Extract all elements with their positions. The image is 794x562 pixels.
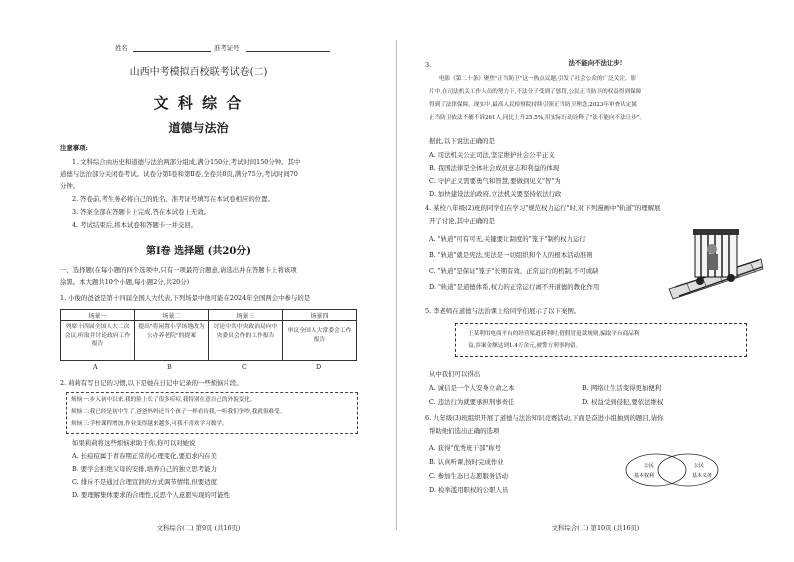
q2-option-a[interactable]: A. 长痘痘属于青春期正常的心理变化,要追求内在美: [72, 452, 217, 460]
exam-no-label: 准考证号: [214, 44, 240, 52]
q2-option-b[interactable]: B. 要学会拒绝父母的安排,培养自己的独立思考能力: [72, 465, 217, 473]
venn-label: 公民: [694, 463, 705, 469]
diary-line: 烦恼三:学校课程增加,作业变得越来越多,可我不喜欢学习数学。: [71, 421, 228, 427]
q4-option-b[interactable]: B. "轨道"就是宪法,宪法是一切组织和个人的根本活动准则: [429, 251, 593, 259]
page-footer: 文科综合(二) 第10页 (共16页): [551, 524, 640, 532]
q3-paragraph: 得到了法律保障。现实中,最高人民检察院持续引领正当防卫理念,2023年审查认定属: [429, 102, 637, 108]
q2-follow: 如果莉莉将这些烦恼求助于你,你可以对她说: [72, 439, 196, 447]
notice-line: 道德与法治部分关闭卷考试。试卷分第Ⅰ卷和第Ⅱ卷,全卷共8页,满分75分,考试时间70: [60, 170, 298, 178]
notice-line: 分钟。: [60, 182, 80, 190]
scene-header: 场景三: [236, 313, 255, 320]
q4-stem: 4. 某校八年级(2)班的同学们在学习"规范权力运行"时,对下列漫画中"轨道"的理解展: [425, 204, 661, 212]
q3-option-a[interactable]: A. 司法机关公正司法,坚定维护社会公平正义: [429, 151, 555, 159]
diary-line: 烦恼一:步入初中以来,我的脸上长了很多痘痘,我特别在意自己的外貌变化。: [71, 397, 256, 403]
page-footer: 文科综合(二) 第9页 (共16页): [156, 524, 241, 532]
q5-stem: 5. 李老师在道德与法治课上给同学们展示了以下案例。: [425, 307, 581, 315]
notice-title: 注意事项:: [60, 144, 88, 152]
q3-prompt: 据此,以下说法正确的是: [429, 137, 495, 145]
subject-title: 文 科 综 合: [153, 94, 244, 112]
scene-header: 场景一: [88, 313, 107, 320]
notice-line: 3. 答案全部在答题卡上完成,答在本试卷上无效。: [72, 208, 210, 216]
diary-line: 烦恼二:我已经是初中生了,爸爸妈妈还当个孩子一样看待我,一听我们争吵,我就很难受。: [71, 409, 286, 415]
q2-option-c[interactable]: C. 排斥不是通过合理宣泄的方式调节情绪,但要适度: [72, 478, 217, 486]
q3-number: 3.: [425, 61, 432, 69]
q5-option-b[interactable]: B. 网络让生活变得更加便利: [582, 384, 662, 392]
q4-option-c[interactable]: C. "轨道"是保证"笼子"长期有效、正常运行的机制,不可或缺: [429, 267, 599, 275]
q4-option-a[interactable]: A. "轨道"可有可无,关键要让制度的"笼子"制约权力运行: [429, 235, 586, 243]
q4-stem: 开了讨论,其中正确的是: [429, 217, 495, 225]
right-page: [397, 0, 794, 562]
q5-option-c[interactable]: C. 违法行为就要承担刑事责任: [429, 398, 515, 406]
q1-option[interactable]: D: [316, 363, 322, 371]
q3-paragraph: 正当防卫依法不捕不诉261人,同比上升25.5%,用实际行动诠释了"法不能向不法让步"。: [429, 115, 646, 121]
case-line: 益,涉案金额达到1.4万余元,被警方刑事拘留。: [468, 343, 582, 349]
q6-option-b[interactable]: B. 认真听课,按时完成作业: [429, 458, 504, 466]
venn-label: 基本权利: [634, 473, 655, 479]
scene-header: 场景二: [162, 313, 181, 320]
venn-label: 基本义务: [692, 473, 713, 479]
scene-cell: 讨论中共中央政治局向中央委员会作的工作报告: [213, 324, 278, 339]
rights-duties-venn-diagram: [612, 450, 732, 490]
q6-option-c[interactable]: C. 参加生态日志愿服务活动: [429, 472, 509, 480]
q2-stem: 2. 莉莉有写日记的习惯,以下是她在日记中记录的一些烦恼片段。: [60, 379, 243, 387]
q3-option-d[interactable]: D. 加快建设法治政府,立法机关要坚持依法行政: [429, 190, 562, 198]
scene-cell: 列席十四届全国人大二次会议,听取并讨论政府工作报告: [64, 324, 131, 347]
q1-stem: 1. 小俊的爸爸是第十四届全国人大代表,下列场景中他可能在2024年全国两会中参与的是: [60, 294, 311, 302]
q2-diary-box: [66, 392, 358, 434]
q5-option-d[interactable]: D. 权益受到侵犯,要依法维权: [582, 398, 664, 406]
q1-option[interactable]: C: [242, 363, 247, 371]
q1-scenes-table: [60, 309, 357, 361]
part1-title: 第Ⅰ卷 选择题 (共20分): [145, 246, 252, 257]
name-field-line[interactable]: [133, 51, 211, 52]
q5-option-a[interactable]: A. 诚信是一个人安身立命之本: [429, 384, 515, 392]
name-label: 姓名: [115, 44, 128, 52]
q4-option-d[interactable]: D. "轨道"是道德体系,权力的正常运行离不开道德的教化作用: [429, 283, 600, 291]
scene-cell: 提出"将闲置小学场地改为公办养老院"的提案: [138, 324, 205, 339]
q6-option-a[interactable]: A. 获得"优秀班干部"称号: [429, 444, 502, 452]
sub-subject-title: 道德与法治: [168, 121, 229, 135]
scene-cell: 审议全国人大常委会工作报告: [287, 328, 352, 343]
q5-prompt: 从中我们可以得出: [429, 370, 481, 378]
exam-title: 山西中考模拟百校联考试卷(二): [129, 67, 268, 78]
exam-no-field-line[interactable]: [246, 51, 330, 52]
q3-option-c[interactable]: C. 守护正义需要勇气和智慧,要做到见义"智"为: [429, 177, 561, 185]
q1-option[interactable]: A: [93, 363, 98, 371]
q2-option-d[interactable]: D. 要理解集体要求的合理性,反思个人意愿实现的可能性: [72, 491, 230, 499]
case-line: 王某利用电商平台的经营渠道获利时,借假冒退款规则,骗取平台商品利: [468, 331, 640, 337]
notice-line: 2. 答卷前,考生务必将自己的姓名、准考证号填写在本试卷相应的位置。: [72, 195, 274, 203]
q3-paragraph: 片中,在司法机关工作人员的努力下,不法分子受到了惩罚,公民正当防卫的权益得到保障: [429, 89, 642, 95]
scene-header: 场景四: [310, 313, 329, 320]
q3-title: 法不能向不法让步!: [568, 59, 623, 67]
q3-paragraph: 电影《第二十条》聚焦"正当防卫"这一热点议题,引发了社会公众的广泛关注。影: [439, 76, 637, 82]
q3-option-b[interactable]: B. 我国法律是全体社会成员意志和利益的体现: [429, 164, 560, 172]
q6-option-d[interactable]: D. 检举滥用职权的公职人员: [429, 486, 509, 494]
q1-option[interactable]: B: [167, 363, 172, 371]
venn-label: 公民: [644, 463, 655, 469]
notice-line: 4. 考试结束后,将本试卷和答题卡一并交回。: [72, 221, 198, 229]
section1-instruction: 一、选择题(在每小题的四个选项中,只有一项最符合题意,请选出并在答题卡上将该项: [60, 266, 297, 274]
notice-line: 1. 文科综合由历史和道德与法治两部分组成,满分150分,考试时间150分钟。其中: [72, 158, 301, 166]
q6-stem: 帮助他们选出正确的选项: [429, 427, 500, 435]
section1-instruction: 涂黑。本大题共10个小题,每小题2分,共20分): [60, 278, 190, 286]
q5-case-box: [455, 323, 747, 357]
cage-on-rails-cartoon: [665, 225, 765, 303]
q6-stem: 6. 九年级(3)班组织开展了道德与法治知识竞赛活动,下面是奋进小组抽到的题目,请你: [425, 414, 664, 422]
